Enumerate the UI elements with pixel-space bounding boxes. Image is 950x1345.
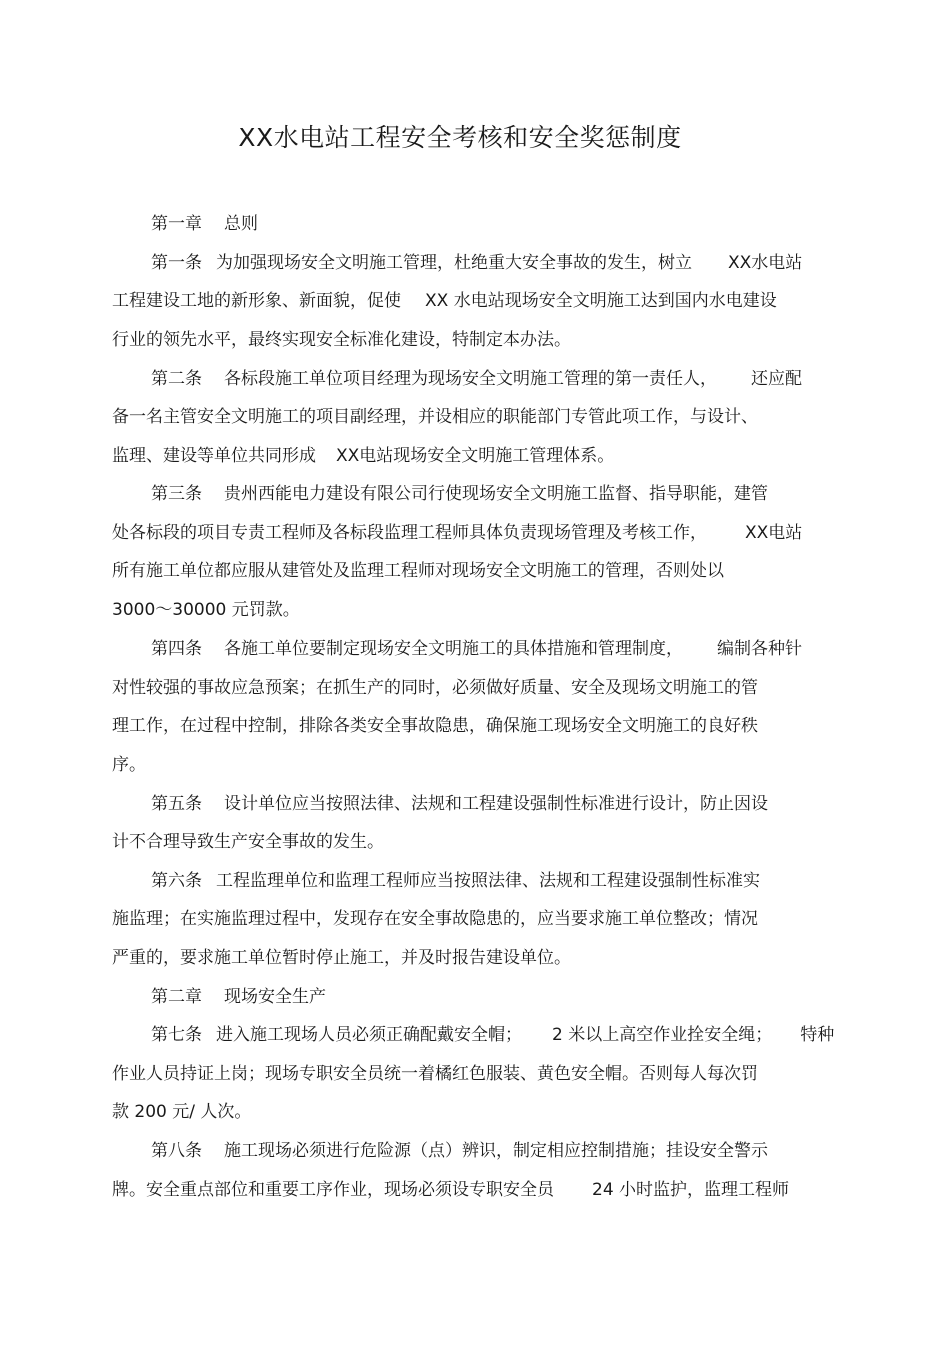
article-line: 3000～30000 元罚款。 (112, 600, 300, 620)
article-line: 处各标段的项目专责工程师及各标段监理工程师具体负责现场管理及考核工作， XX电站 (112, 523, 803, 543)
article-line: 第七条 进入施工现场人员必须正确配戴安全帽； 2 米以上高空作业拴安全绳； 特种 (151, 1025, 835, 1045)
article-label: 第三条 (151, 484, 202, 504)
chapter-number: 第一章 (151, 214, 202, 234)
article-label: 第五条 (151, 794, 202, 814)
article-label: 第八条 (151, 1141, 202, 1161)
article-line: 计不合理导致生产安全事故的发生。 (112, 832, 384, 852)
chapter-heading (151, 212, 841, 236)
article-line: 理工作，在过程中控制，排除各类安全事故隐患，确保施工现场安全文明施工的良好秩 (112, 716, 758, 736)
article-line: 严重的，要求施工单位暂时停止施工，并及时报告建设单位。 (112, 948, 571, 968)
article-label: 第四条 (151, 639, 202, 659)
article-line: 第五条 设计单位应当按照法律、法规和工程建设强制性标准进行设计，防止因设 (151, 794, 768, 814)
article-line: 第六条 工程监理单位和监理工程师应当按照法律、法规和工程建设强制性标准实 (151, 871, 760, 891)
article-line: 监理、建设等单位共同形成 XX电站现场安全文明施工管理体系。 (112, 446, 615, 466)
article-line: 施监理；在实施监理过程中，发现存在安全事故隐患的，应当要求施工单位整改；情况 (112, 909, 758, 929)
document-title: XX水电站工程安全考核和安全奖惩制度 (238, 123, 682, 152)
article-line: 备一名主管安全文明施工的项目副经理，并设相应的职能部门专管此项工作，与设计、 (112, 407, 758, 427)
article-line: 款 200 元/ 人次。 (112, 1102, 252, 1122)
chapter-heading (151, 985, 841, 1009)
article-label: 第一条 (151, 253, 202, 273)
article-line: 工程建设工地的新形象、新面貌，促使 XX 水电站现场安全文明施工达到国内水电建设 (112, 291, 777, 311)
article-line: 第八条 施工现场必须进行危险源（点）辨识，制定相应控制措施；挂设安全警示 (151, 1141, 768, 1161)
article-line: 牌。安全重点部位和重要工序作业，现场必须设专职安全员 24 小时监护，监理工程师 (112, 1180, 790, 1200)
article-line: 行业的领先水平，最终实现安全标准化建设，特制定本办法。 (112, 330, 571, 350)
article-line: 所有施工单位都应服从建管处及监理工程师对现场安全文明施工的管理，否则处以 (112, 561, 724, 581)
article-label: 第七条 (151, 1025, 202, 1045)
article-line: 对性较强的事故应急预案；在抓生产的同时，必须做好质量、安全及现场文明施工的管 (112, 678, 758, 698)
chapter-name: 现场安全生产 (224, 987, 326, 1007)
article-line: 第四条 各施工单位要制定现场安全文明施工的具体措施和管理制度， 编制各种针 (151, 639, 802, 659)
article-label: 第二条 (151, 369, 202, 389)
article-line: 作业人员持证上岗；现场专职安全员统一着橘红色服装、黄色安全帽。否则每人每次罚 (112, 1064, 758, 1084)
article-label: 第六条 (151, 871, 202, 891)
article-line: 第一条 为加强现场安全文明施工管理，杜绝重大安全事故的发生，树立 XX水电站 (151, 253, 803, 273)
chapter-name: 总则 (224, 214, 258, 234)
article-line: 第二条 各标段施工单位项目经理为现场安全文明施工管理的第一责任人， 还应配 (151, 369, 802, 389)
article-line: 序。 (112, 755, 146, 775)
chapter-number: 第二章 (151, 987, 202, 1007)
article-line: 第三条 贵州西能电力建设有限公司行使现场安全文明施工监督、指导职能，建管 (151, 484, 768, 504)
